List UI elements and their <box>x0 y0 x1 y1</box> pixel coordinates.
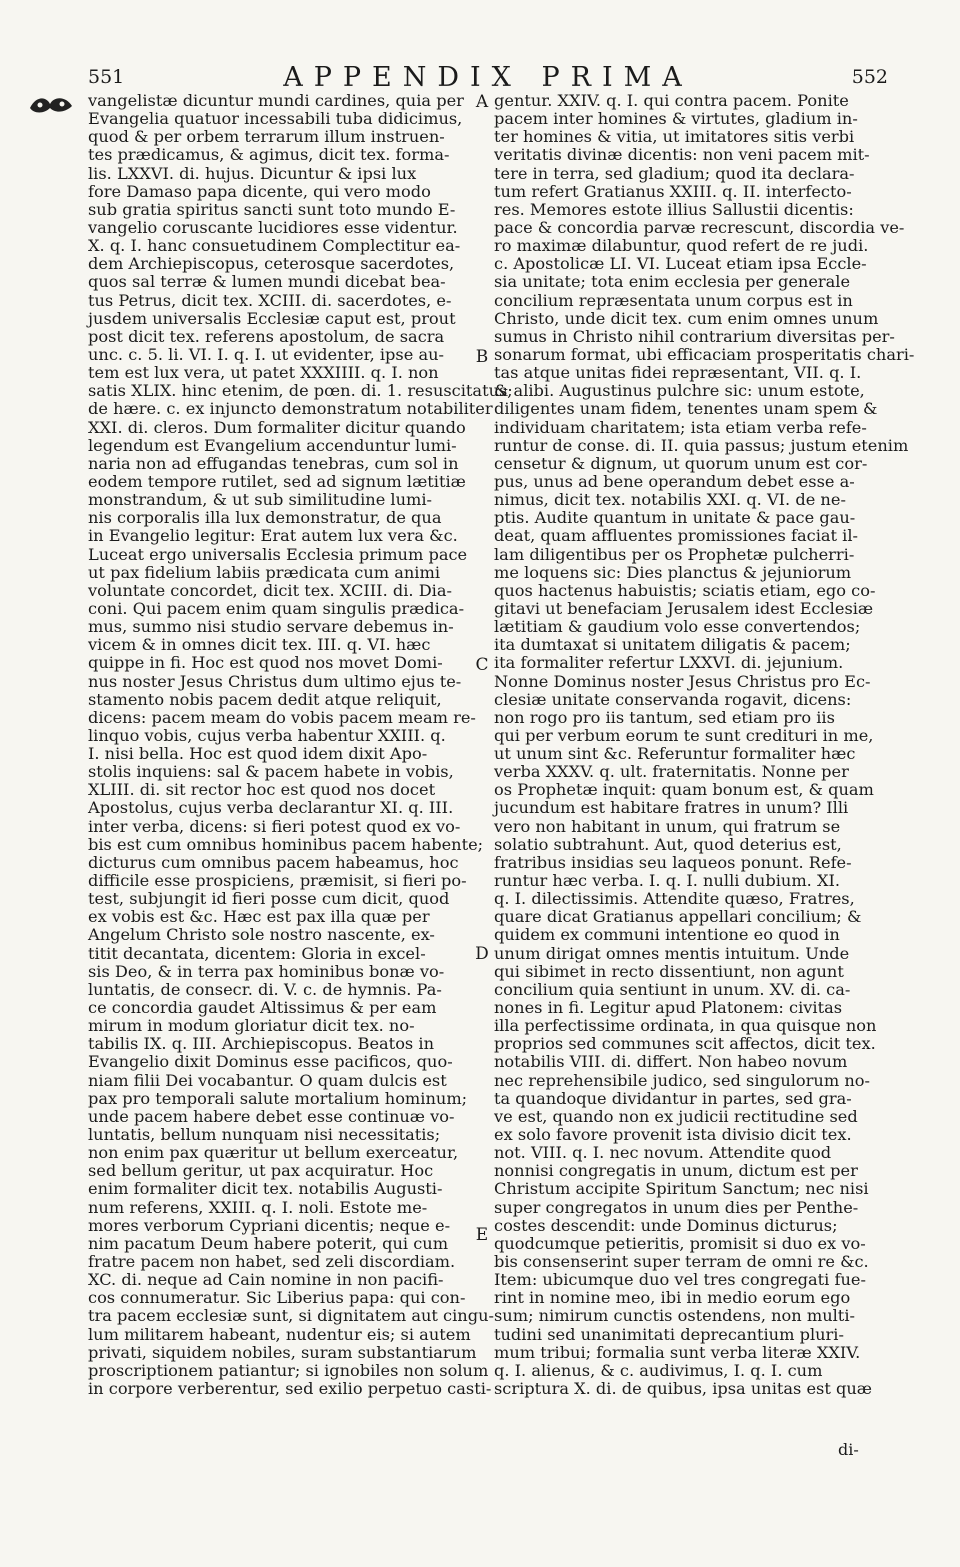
text-line: tum refert Gratianus XXIII. q. II. interfecto- <box>494 181 852 201</box>
text-line: censetur & dignum, ut quorum unum est cor- <box>494 453 868 473</box>
text-line: vicem & in omnes dicit tex. III. q. VI. hæc <box>88 635 431 655</box>
text-line: quodcumque petieritis, promisit si duo ex vo- <box>494 1233 866 1253</box>
text-line: Angelum Christo sole nostro nascente, ex- <box>88 925 435 945</box>
text-line: pax pro temporali salute mortalium hominum; <box>88 1088 468 1108</box>
text-line: me loquens sic: Dies planctus & jejuniorum <box>494 562 852 582</box>
text-line: nimus, dicit tex. notabilis XXI. q. VI. de ne- <box>494 490 846 510</box>
text-line: nis corporalis illa lux demonstratur, de qua <box>88 508 442 528</box>
text-line: nones in fi. Legitur apud Platonem: civitas <box>494 998 843 1018</box>
text-line: quod & per orbem terrarum illum instruen- <box>88 127 445 147</box>
text-line: tus Petrus, dicit tex. XCIII. di. sacerdotes, e- <box>88 290 452 310</box>
text-line: ita formaliter refertur LXXVI. di. jejunium. <box>494 653 844 673</box>
text-line: notabilis VIII. di. differt. Non habeo novum <box>494 1052 848 1072</box>
text-line: unde pacem habere debet esse continuæ vo- <box>88 1106 455 1126</box>
text-line: coni. Qui pacem enim quam singulis prædica- <box>88 598 465 618</box>
text-line: sum; nimirum cunctis ostendens, non multi- <box>494 1306 855 1326</box>
text-line: XXI. di. cleros. Dum formaliter dicitur quando <box>88 417 466 437</box>
text-line: ex vobis est &c. Hæc est pax illa quæ per <box>88 907 430 927</box>
left-text-column <box>88 91 513 1398</box>
text-line: quidem ex communi intentione eo quod in <box>494 925 840 945</box>
text-line: nus noster Jesus Christus dum ultimo ejus te- <box>88 671 462 691</box>
text-line: Christum accipite Spiritum Sanctum; nec nisi <box>494 1179 869 1199</box>
text-line: scriptura X. di. de quibus, ipsa unitas est quæ <box>494 1378 873 1398</box>
text-line: sumus in Christo nihil contrarium diversitas per- <box>494 326 895 346</box>
text-line: illa perfectissime ordinata, in qua quisque non <box>494 1016 877 1036</box>
section-marker: E <box>475 1225 489 1245</box>
text-line: res. Memores estote illius Sallustii dicentis: <box>494 199 854 219</box>
text-line: naria non ad effugandas tenebras, cum sol in <box>88 453 459 473</box>
section-marker: D <box>475 944 489 964</box>
text-line: lam diligentibus per os Prophetæ pulcherri- <box>494 544 855 564</box>
text-line: cos connumeratur. Sic Liberius papa: qui con- <box>88 1288 466 1308</box>
text-line: ter homines & vitia, ut imitatores sitis verbi <box>494 127 855 147</box>
text-line: Apostolus, cujus verba declarantur XI. q. III. <box>88 798 454 818</box>
text-line: tabilis IX. q. III. Archiepiscopus. Beatos in <box>88 1034 434 1054</box>
running-title: APPENDIX PRIMA <box>283 62 693 93</box>
text-line: proscriptionem patiantur; si ignobiles non solum <box>88 1360 489 1380</box>
text-line: sub gratia spiritus sancti sunt toto mundo E- <box>88 199 456 219</box>
text-line: diligentes unam fidem, tenentes unam spem & <box>494 399 878 419</box>
text-line: quos hactenus habuistis; sciatis etiam, ego co- <box>494 580 876 600</box>
text-line: sia unitate; tota enim ecclesia per generale <box>494 272 851 292</box>
text-line: nim pacatum Deum habere poterit, qui cum <box>88 1233 449 1253</box>
text-line: pace & concordia parvæ recrescunt, discordia ve- <box>494 217 905 237</box>
text-line: gitavi ut benefaciam Jerusalem idest Ecclesiæ <box>494 598 874 618</box>
text-line: monstrandum, & ut sub similitudine lumi- <box>88 490 433 510</box>
right-text-column <box>494 91 915 1398</box>
text-line: mirum in modum gloriatur dicit tex. no- <box>88 1016 415 1036</box>
text-line: tere in terra, sed gladium; quod ita declara- <box>494 163 855 183</box>
text-line: non enim pax quæritur ut bellum exerceatur, <box>88 1143 459 1163</box>
text-line: niam filii Dei vocabantur. O quam dulcis est <box>88 1070 447 1090</box>
text-line: unc. c. 5. li. VI. I. q. I. ut evidenter, ipse au- <box>88 344 444 364</box>
text-line: titit decantata, dicentem: Gloria in excel- <box>88 943 426 963</box>
text-line: ex solo favore provenit ista divisio dicit tex. <box>494 1125 852 1145</box>
text-line: lum militarem habeant, nudentur eis; si autem <box>88 1324 471 1344</box>
text-line: unum dirigat omnes mentis intuitum. Unde <box>494 943 850 963</box>
text-line: runtur de conse. di. II. quia passus; justum etenim <box>494 435 909 455</box>
text-line: not. VIII. q. I. nec novum. Attendite quod <box>494 1143 832 1163</box>
text-line: legendum est Evangelium accenduntur lumi- <box>88 435 457 455</box>
text-line: num referens, XXIII. q. I. noli. Estote me- <box>88 1197 428 1217</box>
text-line: pacem inter homines & virtutes, gladium in- <box>494 109 858 129</box>
text-line: test, subjungit id fieri posse cum dicit, quod <box>88 889 450 909</box>
text-line: rint in nomine meo, ibi in medio eorum ego <box>494 1288 851 1308</box>
text-line: satis XLIX. hinc etenim, de pœn. di. 1. resuscitatus; <box>88 381 513 401</box>
text-line: voluntate concordet, dicit tex. XCIII. di. Dia- <box>88 580 452 600</box>
text-line: os Prophetæ inquit: quam bonum est, & quam <box>494 780 874 800</box>
section-marker: B <box>475 347 489 367</box>
text-line: clesiæ unitate conservanda rogavit, dicens: <box>494 689 852 709</box>
text-line: de hære. c. ex injuncto demonstratum notabiliter <box>88 399 493 419</box>
text-line: in Evangelio legitur: Erat autem lux vera &c. <box>88 526 458 546</box>
text-line: in corpore verberentur, sed exilio perpetuo casti- <box>88 1378 492 1398</box>
text-line: Item: ubicumque duo vel tres congregati fue- <box>494 1270 866 1290</box>
text-line: ta quandoque dividantur in partes, sed gra- <box>494 1088 852 1108</box>
text-line: pus, unus ad bene operandum debet esse a- <box>494 471 855 491</box>
text-line: jusdem universalis Ecclesiæ caput est, prout <box>88 308 456 328</box>
text-line: runtur hæc verba. I. q. I. nulli dubium. XI. <box>494 871 841 891</box>
text-line: lætitiam & gaudium volo esse convertendos; <box>494 617 861 637</box>
text-line: mum tribui; formalia sunt verba literæ XXIV. <box>494 1342 861 1362</box>
text-line: fore Damaso papa dicente, qui vero modo <box>88 181 431 201</box>
text-line: c. Apostolicæ LI. VI. Luceat etiam ipsa Eccle- <box>494 254 867 274</box>
text-line: ptis. Audite quantum in unitate & pace gau- <box>494 508 856 528</box>
page-number-left: 551 <box>88 66 125 88</box>
text-line: sed bellum geritur, ut pax acquiratur. Hoc <box>88 1161 434 1181</box>
page-number-right: 552 <box>851 66 888 88</box>
text-line: ce concordia gaudet Altissimus & per eam <box>88 998 437 1018</box>
text-line: quippe in fi. Hoc est quod nos movet Domi- <box>88 653 443 673</box>
text-line: q. I. alienus, & c. audivimus, I. q. I. cum <box>494 1360 823 1380</box>
text-line: X. q. I. hanc consuetudinem Complectitur ea- <box>88 236 461 256</box>
text-line: eodem tempore rutilet, sed ad signum lætitiæ <box>88 471 466 491</box>
text-line: Christo, unde dicit tex. cum enim omnes unum <box>494 308 879 328</box>
text-line: vero non habitant in unum, qui fratrum se <box>494 816 841 836</box>
text-line: Nonne Dominus noster Jesus Christus pro Ec- <box>494 671 871 691</box>
text-line: gentur. XXIV. q. I. qui contra pacem. Ponite <box>494 91 849 110</box>
text-line: mores verborum Cypriani dicentis; neque e- <box>88 1215 451 1235</box>
text-line: proprios sed communes scit affectos, dicit tex. <box>494 1034 876 1054</box>
text-line: bis consenserint super terram de omni re &c. <box>494 1252 869 1271</box>
text-line: jucundum est habitare fratres in unum? Illi <box>494 798 849 818</box>
text-line: enim formaliter dicit tex. notabilis Augusti- <box>88 1179 443 1199</box>
text-line: ro maximæ dilabuntur, quod refert de re judi. <box>494 236 869 256</box>
text-line: dicens: pacem meam do vobis pacem meam re- <box>88 707 476 727</box>
text-line: linquo vobis, cujus verba habentur XXIII. q. <box>88 725 446 745</box>
text-line: Evangelio dixit Dominus esse pacificos, quo- <box>88 1052 453 1072</box>
text-line: tes prædicamus, & agimus, dicit tex. forma- <box>88 145 450 165</box>
text-line: I. nisi bella. Hoc est quod idem dixit Apo- <box>88 744 428 764</box>
text-line: Luceat ergo universalis Ecclesia primum pace <box>88 544 468 564</box>
text-line: costes descendit: unde Dominus dicturus; <box>494 1215 838 1235</box>
section-marker: A <box>475 92 489 112</box>
text-line: luntatis, bellum nunquam nisi necessitatis; <box>88 1125 441 1145</box>
text-line: tas atque unitas fidei repræsentant, VII. q. I. <box>494 363 862 383</box>
text-line: privati, siquidem nobiles, suram substantiarum <box>88 1342 477 1362</box>
text-line: XC. di. neque ad Cain nomine in non pacifi- <box>88 1270 444 1290</box>
text-line: quare dicat Gratianus appellari concilium; & <box>494 907 862 927</box>
text-line: veritatis divinæ dicentis: non veni pacem mit- <box>494 145 870 165</box>
text-line: quos sal terræ & lumen mundi dicebat bea- <box>88 272 446 292</box>
text-line: luntatis, de consecr. di. V. c. de hymnis. Pa- <box>88 979 442 999</box>
catchword: di- <box>838 1440 859 1459</box>
text-line: ut pax fidelium labiis prædicata cum animi <box>88 562 441 582</box>
text-line: stamento nobis pacem dedit atque reliquit, <box>88 689 442 709</box>
printer-ornament-icon <box>26 92 78 118</box>
text-line: nonnisi congregatis in unum, dictum est per <box>494 1161 858 1181</box>
text-line: tra pacem ecclesiæ sunt, si dignitatem aut cingu- <box>88 1306 494 1326</box>
text-line: stolis inquiens: sal & pacem habete in vobis, <box>88 762 454 782</box>
text-line: individuam charitatem; ista etiam verba refe- <box>494 417 867 437</box>
text-line: inter verba, dicens: si fieri potest quod ex vo- <box>88 816 461 836</box>
text-line: deat, quam affluentes promissiones faciat il- <box>494 526 858 546</box>
text-line: tem est lux vera, ut patet XXXIIII. q. I. non <box>88 363 439 383</box>
text-line: mus, summo nisi studio servare debemus in- <box>88 617 454 637</box>
text-line: fratre pacem non habet, sed zeli discordiam. <box>88 1252 456 1271</box>
text-line: dicturus cum omnibus pacem habeamus, hoc <box>88 852 459 872</box>
text-line: lis. LXXVI. di. hujus. Dicuntur & ipsi lux <box>88 163 417 183</box>
text-line: super congregatos in unum dies per Penthe- <box>494 1197 859 1217</box>
text-line: fratribus insidias seu laqueos ponunt. Refe- <box>494 852 852 872</box>
text-line: ut unum sint &c. Referuntur formaliter hæc <box>494 744 856 764</box>
text-line: qui sibimet in recto dissentiunt, non agunt <box>494 961 844 981</box>
text-line: non rogo pro iis tantum, sed etiam pro iis <box>494 707 835 727</box>
text-line: nec reprehensibile judico, sed singulorum no- <box>494 1070 870 1090</box>
text-line: solatio subtrahunt. Aut, quod deterius est, <box>494 834 842 854</box>
text-line: dem Archiepiscopus, ceterosque sacerdotes, <box>88 254 455 274</box>
text-line: Evangelia quatuor incessabili tuba didicimus, <box>88 109 463 129</box>
text-line: vangelio coruscante lucidiores esse videntur. <box>88 217 458 237</box>
text-line: tudini sed unanimitati deprecantium pluri- <box>494 1324 844 1344</box>
text-line: verba XXXV. q. ult. fraternitatis. Nonne per <box>494 762 849 782</box>
text-line: qui per verbum eorum te sunt credituri in me, <box>494 725 874 745</box>
text-line: concilium quia sentiunt in unum. XV. di. ca- <box>494 979 851 999</box>
text-line: concilium repræsentata unum corpus est in <box>494 290 853 310</box>
text-line: vangelistæ dicuntur mundi cardines, quia per <box>88 91 464 110</box>
text-line: difficile esse prospiciens, præmisit, si fieri po- <box>88 871 467 891</box>
text-line: bis est cum omnibus hominibus pacem habente; <box>88 834 484 854</box>
text-line: & alibi. Augustinus pulchre sic: unum estote, <box>494 381 865 401</box>
text-line: q. I. dilectissimis. Attendite quæso, Fratres, <box>494 889 855 909</box>
text-line: sis Deo, & in terra pax hominibus bonæ vo- <box>88 961 445 981</box>
text-line: ita dumtaxat si unitatem diligatis & pacem; <box>494 635 851 655</box>
text-line: ve est, quando non ex judicii rectitudine sed <box>494 1106 858 1126</box>
text-line: post dicit tex. referens apostolum, de sacra <box>88 326 445 346</box>
text-line: sonarum format, ubi efficaciam prosperitatis chari- <box>494 344 915 364</box>
section-marker: C <box>475 655 489 675</box>
text-line: XLIII. di. sit rector hoc est quod nos docet <box>88 780 436 800</box>
